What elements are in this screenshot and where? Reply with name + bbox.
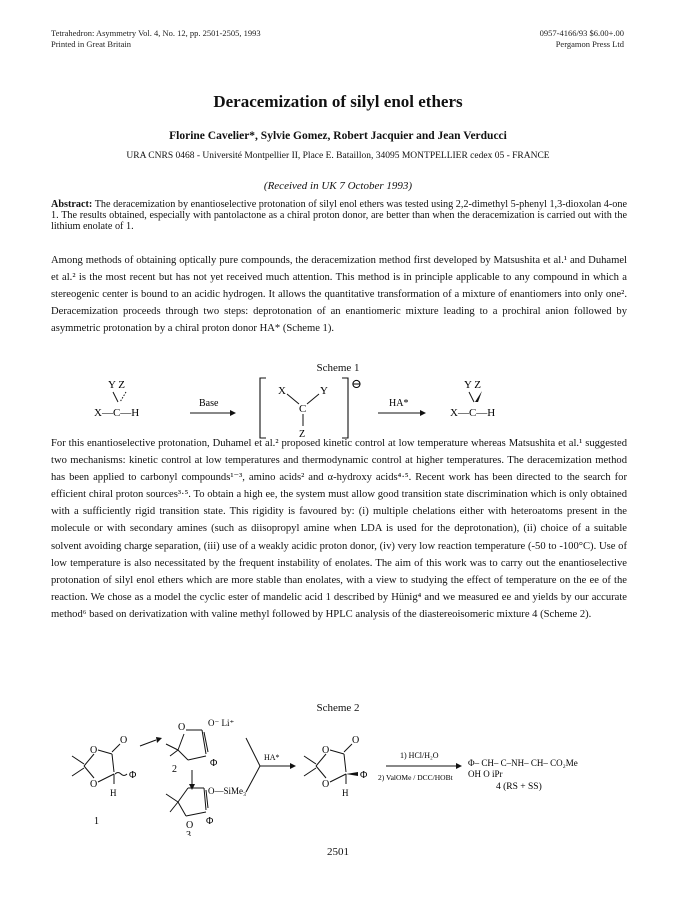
publisher: Pergamon Press Ltd <box>555 39 624 49</box>
scheme1-base-reagent: Base <box>199 398 219 409</box>
scheme2-cmpd2-label: 2 <box>172 764 177 775</box>
scheme2-c2-phi: Φ <box>210 758 218 769</box>
scheme2-product-4 <box>468 758 578 792</box>
scheme2-c2-enolate: O⁻ Li⁺ <box>208 718 235 728</box>
scheme1-right-yz: Y Z <box>464 379 482 391</box>
abstract <box>51 199 627 232</box>
scheme1-int-z: Z <box>299 429 306 440</box>
scheme-2-label: Scheme 2 <box>316 702 360 714</box>
scheme2-p-phi: Φ <box>360 770 368 781</box>
scheme2-p-o1: O <box>322 745 330 756</box>
scheme2-product-substituents: OH O iPr <box>468 769 503 779</box>
scheme2-product-label: 4 (RS + SS) <box>496 782 542 792</box>
scheme2-compound-1 <box>72 735 136 827</box>
scheme2-cmpd3-label: 3 <box>186 830 191 836</box>
article-authors: Florine Cavelier*, Sylvie Gomez, Robert Jacquier and Jean Verducci <box>169 130 507 142</box>
scheme2-c2-ring-o: O <box>178 722 186 733</box>
scheme1-int-y: Y <box>320 385 328 397</box>
article-title: Deracemization of silyl enol ethers <box>213 92 463 111</box>
paragraph-main: For this enantioselective protonation, Duhamel et al.² proposed kinetic control at low temperature whereas Matsushita et al.¹ suggested two mechanisms: kinetic control at low temperatures and thermodynamic control at higher temperatures. The deracemization method has been applied to carbonyl compounds¹⁻³, amino acids² and α-hydroxy acids⁴·⁵. Recent work has been directed to the search for efficient chiral proton sources³·⁵. To obtain a high ee, the system must allow good transition state discrimination which is only obtained with a sufficiently rigid transition state. This rigidity is favoured by: (i) multiple chelations either with heteroatoms present in the molecule or with secondary amines (such as diisopropyl amine when LDA is used for the deprotonation), (ii) choice of a suitable solvent avoiding charge separation, (iii) use of a weakly acidic proton donor, (iv) very low reaction temperature (-50 to -100°C). Use of low temperature is also necessitated by the frequent instability of enolates. The aim of this work was to carry out the enantioselective protonation of silyl enol ethers which are more stable than enolates, with a view to studying the effect of temperature on the ee of the reaction. We chose as a model the cyclic ester of mandelic acid 1 described by Hünig⁴ and we measured ee and yields by our accurate method⁶ based on derivatization with valine methyl followed by HPLC analysis of the diastereoisomeric mixture 4 (Scheme 2). <box>51 438 627 620</box>
scheme1-right-molecule <box>450 379 495 419</box>
journal-code: 0957-4166/93 $6.00+.00 <box>539 28 624 38</box>
scheme1-int-x: X <box>278 385 286 397</box>
scheme1-left-yz: Y Z <box>108 379 126 391</box>
scheme2-c1-phi: Φ <box>129 770 137 781</box>
scheme2-p-h: H <box>342 788 349 798</box>
scheme1-intermediate <box>260 376 362 440</box>
scheme-1-label: Scheme 1 <box>316 362 360 374</box>
scheme2-compound-1-chiral <box>304 735 367 798</box>
scheme1-right-xch: X—C—H <box>450 407 496 419</box>
scheme2-c1-carbonyl-o: O <box>120 735 128 746</box>
scheme2-c3-phi: Φ <box>206 816 214 827</box>
scheme2-step-2: 2) ValOMe / DCC/HOBt <box>378 773 453 782</box>
scheme2-c1-h: H <box>110 788 117 798</box>
scheme2-c1-o2: O <box>90 779 98 790</box>
scheme2-ha-reagent: HA* <box>264 753 280 762</box>
scheme2-product-formula: Φ– CH– C–NH– CH– CO₂Me <box>468 758 578 768</box>
scheme1-charge: ⊖ <box>351 376 362 391</box>
scheme2-compound-2 <box>166 718 234 775</box>
scheme1-int-c: C <box>299 403 307 415</box>
scheme1-ha-reagent: HA* <box>389 398 409 409</box>
scheme2-c1-o1: O <box>90 745 98 756</box>
scheme2-p-o2: O <box>322 779 330 790</box>
author-affiliation: URA CNRS 0468 - Université Montpellier II, Place E. Bataillon, 34095 MONTPELLIER cedex 05 - FRANCE <box>126 151 550 161</box>
scheme1-left-molecule <box>94 379 139 419</box>
scheme2-cmpd1-label: 1 <box>94 816 99 827</box>
received-date: (Received in UK 7 October 1993) <box>263 180 413 192</box>
scheme2-step-1: 1) HCl/H₂O <box>400 751 439 760</box>
abstract-label: Abstract: <box>51 199 93 210</box>
scheme2-compound-3 <box>166 786 246 836</box>
scheme2-c3-ring-o: O <box>186 820 194 831</box>
scheme1-left-xch: X—C—H <box>94 407 140 419</box>
scheme2-p-carbonyl-o: O <box>352 735 360 746</box>
abstract-text: The deracemization by enantioselective protonation of silyl enol ethers was tested using 2,2-dimethyl 5-phenyl 1,3-dioxolan 4-one 1. The results obtained, especially with pantolactone as a chiral proton donor, are better than when the deracemization is carried out with the lithium enolate of 1. <box>51 199 627 232</box>
scheme2-c3-silyl: O—SiMe₃ <box>208 786 247 796</box>
paragraph-intro: Among methods of obtaining optically pure compounds, the deracemization method first developed by Matsushita et al.¹ and Duhamel et al.² is the most recent but has not yet received much attention. This method is in principle applicable to any compound in which a stereogenic center is bound to an acidic hydrogen. It allows the quantitative transformation of a mixture of enantiomers into only one². Deracemization proceeds through two steps: deprotonation of an enantiomeric mixture leading to a prochiral anion followed by asymmetric protonation by a chiral proton donor HA* (Scheme 1). <box>51 255 627 335</box>
printed-location: Printed in Great Britain <box>51 39 132 49</box>
page-number: 2501 <box>327 846 349 858</box>
journal-header-right <box>540 28 624 50</box>
journal-header-left <box>51 28 261 50</box>
scheme-2-diagram <box>60 716 620 841</box>
journal-citation: Tetrahedron: Asymmetry Vol. 4, No. 12, pp. 2501-2505, 1993 <box>51 28 261 38</box>
